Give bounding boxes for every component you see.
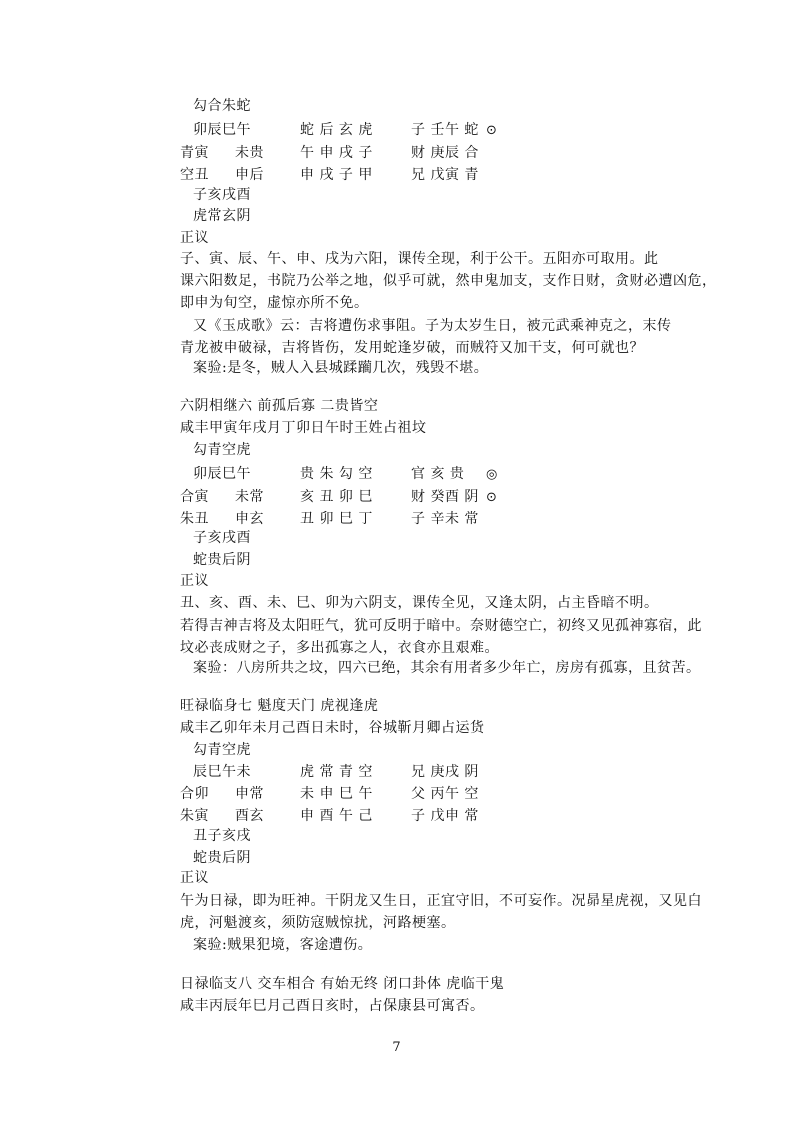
verification-note: 案验:是冬，贼人入县城蹂躏几次，残毁不堪。 <box>193 360 489 376</box>
wheel-right-1: 申常 <box>235 786 264 802</box>
wheel-right-2: 申后 <box>235 167 264 183</box>
transmission-line-2: 财 癸酉 阴 <box>411 489 479 505</box>
transmission-line-1: 官 亥 贵 <box>411 466 465 482</box>
wheel-top-branches: 卯辰巳午 <box>193 122 251 138</box>
wheel-bottom-generals: 蛇贵后阴 <box>193 552 251 568</box>
transmission-line-1: 兄 庚戌 阴 <box>411 764 479 780</box>
wheel-left-1: 合寅 <box>180 489 209 505</box>
section-title: 日禄临支八 交车相合 有始无终 闭口卦体 虎临干鬼 <box>180 976 505 992</box>
paragraph-line: 青龙被申破禄，吉将皆伤，发用蛇逢岁破，而贼符又加干支，何可就也？ <box>180 340 644 356</box>
verification-note: 案验：八房所共之坟，四六已绝，其余有用者多少年亡，房房有孤寡，且贫苦。 <box>193 660 701 676</box>
wheel-top-generals: 勾合朱蛇 <box>193 98 251 114</box>
double-circle-icon: ◎ <box>486 467 498 482</box>
wheel-bottom-generals: 虎常玄阴 <box>193 208 251 224</box>
transmission-line-2: 财 庚辰 合 <box>411 145 479 161</box>
wheel-right-2: 申玄 <box>235 511 264 527</box>
paragraph-line: 即申为旬空，虚惊亦所不免。 <box>180 295 369 311</box>
wheel-left-2: 空丑 <box>180 167 209 183</box>
transmission-line-3: 子 辛未 常 <box>411 511 479 527</box>
wheel-top-generals: 勾青空虎 <box>193 442 251 458</box>
section-label: 正议 <box>180 870 209 886</box>
circle-dot-icon: ⊙ <box>486 490 498 505</box>
lesson-upper: 午 申 戌 子 <box>300 145 373 161</box>
wheel-bottom-branches: 子亥戌酉 <box>193 530 251 546</box>
section-subtitle: 咸丰丙辰年巳月己酉日亥时，占保康县可寓否。 <box>180 998 485 1014</box>
lesson-upper: 亥 丑 卯 巳 <box>300 489 373 505</box>
lesson-upper: 未 申 巳 午 <box>300 786 373 802</box>
wheel-top-branches: 辰巳午未 <box>193 764 251 780</box>
paragraph-line: 午为日禄，即为旺神。干阴龙又生日，正宜守旧，不可妄作。况昴星虎视，又见白 <box>180 893 702 909</box>
wheel-left-1: 合卯 <box>180 786 209 802</box>
wheel-right-2: 酉玄 <box>235 808 264 824</box>
paragraph-line: 坟必丧成财之子，多出孤寡之人，衣食亦且艰难。 <box>180 640 499 656</box>
section-subtitle: 咸丰乙卯年未月己酉日未时，谷城靳月卿占运货 <box>180 720 485 736</box>
wheel-left-2: 朱丑 <box>180 511 209 527</box>
lesson-lower: 丑 卯 巳 丁 <box>300 511 373 527</box>
lesson-generals: 蛇 后 玄 虎 <box>300 122 373 138</box>
section-subtitle: 咸丰甲寅年戌月丁卯日午时王姓占祖坟 <box>180 420 427 436</box>
section-title: 六阴相继六 前孤后寡 二贵皆空 <box>180 398 379 414</box>
page-number: 7 <box>392 1040 401 1055</box>
transmission-line-3: 兄 戊寅 青 <box>411 167 479 183</box>
section-label: 正议 <box>180 573 209 589</box>
wheel-left-2: 朱寅 <box>180 808 209 824</box>
lesson-generals: 贵 朱 勾 空 <box>300 466 373 482</box>
wheel-right-1: 未贵 <box>235 145 264 161</box>
paragraph-line: 丑、亥、酉、未、巳、卯为六阴支，课传全见，又逢太阴，占主昏暗不明。 <box>180 595 659 611</box>
wheel-top-branches: 卯辰巳午 <box>193 466 251 482</box>
paragraph-line: 课六阳数足，书院乃公举之地，似乎可就，然申鬼加支，支作日财，贪财必遭凶危， <box>180 273 717 289</box>
section-title: 旺禄临身七 魁度天门 虎视逢虎 <box>180 698 379 714</box>
paragraph-line: 若得吉神吉将及太阳旺气，犹可反明于暗中。奈财德空亡，初终又见孤神寡宿，此 <box>180 618 702 634</box>
circle-dot-icon: ⊙ <box>486 123 498 138</box>
wheel-bottom-branches: 丑子亥戌 <box>193 828 251 844</box>
transmission-line-2: 父 丙午 空 <box>411 786 479 802</box>
transmission-line-3: 子 戊申 常 <box>411 808 479 824</box>
wheel-left-1: 青寅 <box>180 145 209 161</box>
transmission-line-1: 子 壬午 蛇 <box>411 122 479 138</box>
paragraph-line: 虎，河魁渡亥，须防寇贼惊扰，河路梗塞。 <box>180 915 456 931</box>
lesson-lower: 申 酉 午 己 <box>300 808 373 824</box>
paragraph-line: 又《玉成歌》云：吉将遭伤求事阻。子为太岁生日，被元武乘神克之，末传 <box>193 318 672 334</box>
verification-note: 案验:贼果犯境，客途遭伤。 <box>193 937 373 953</box>
wheel-top-generals: 勾青空虎 <box>193 742 251 758</box>
lesson-generals: 虎 常 青 空 <box>300 764 373 780</box>
paragraph-line: 子、寅、辰、午、申、戌为六阳，课传全现，利于公干。五阳亦可取用。此 <box>180 251 659 267</box>
wheel-bottom-generals: 蛇贵后阴 <box>193 850 251 866</box>
wheel-right-1: 未常 <box>235 489 264 505</box>
section-label: 正议 <box>180 230 209 246</box>
lesson-lower: 申 戌 子 甲 <box>300 167 373 183</box>
wheel-bottom-branches: 子亥戌酉 <box>193 187 251 203</box>
